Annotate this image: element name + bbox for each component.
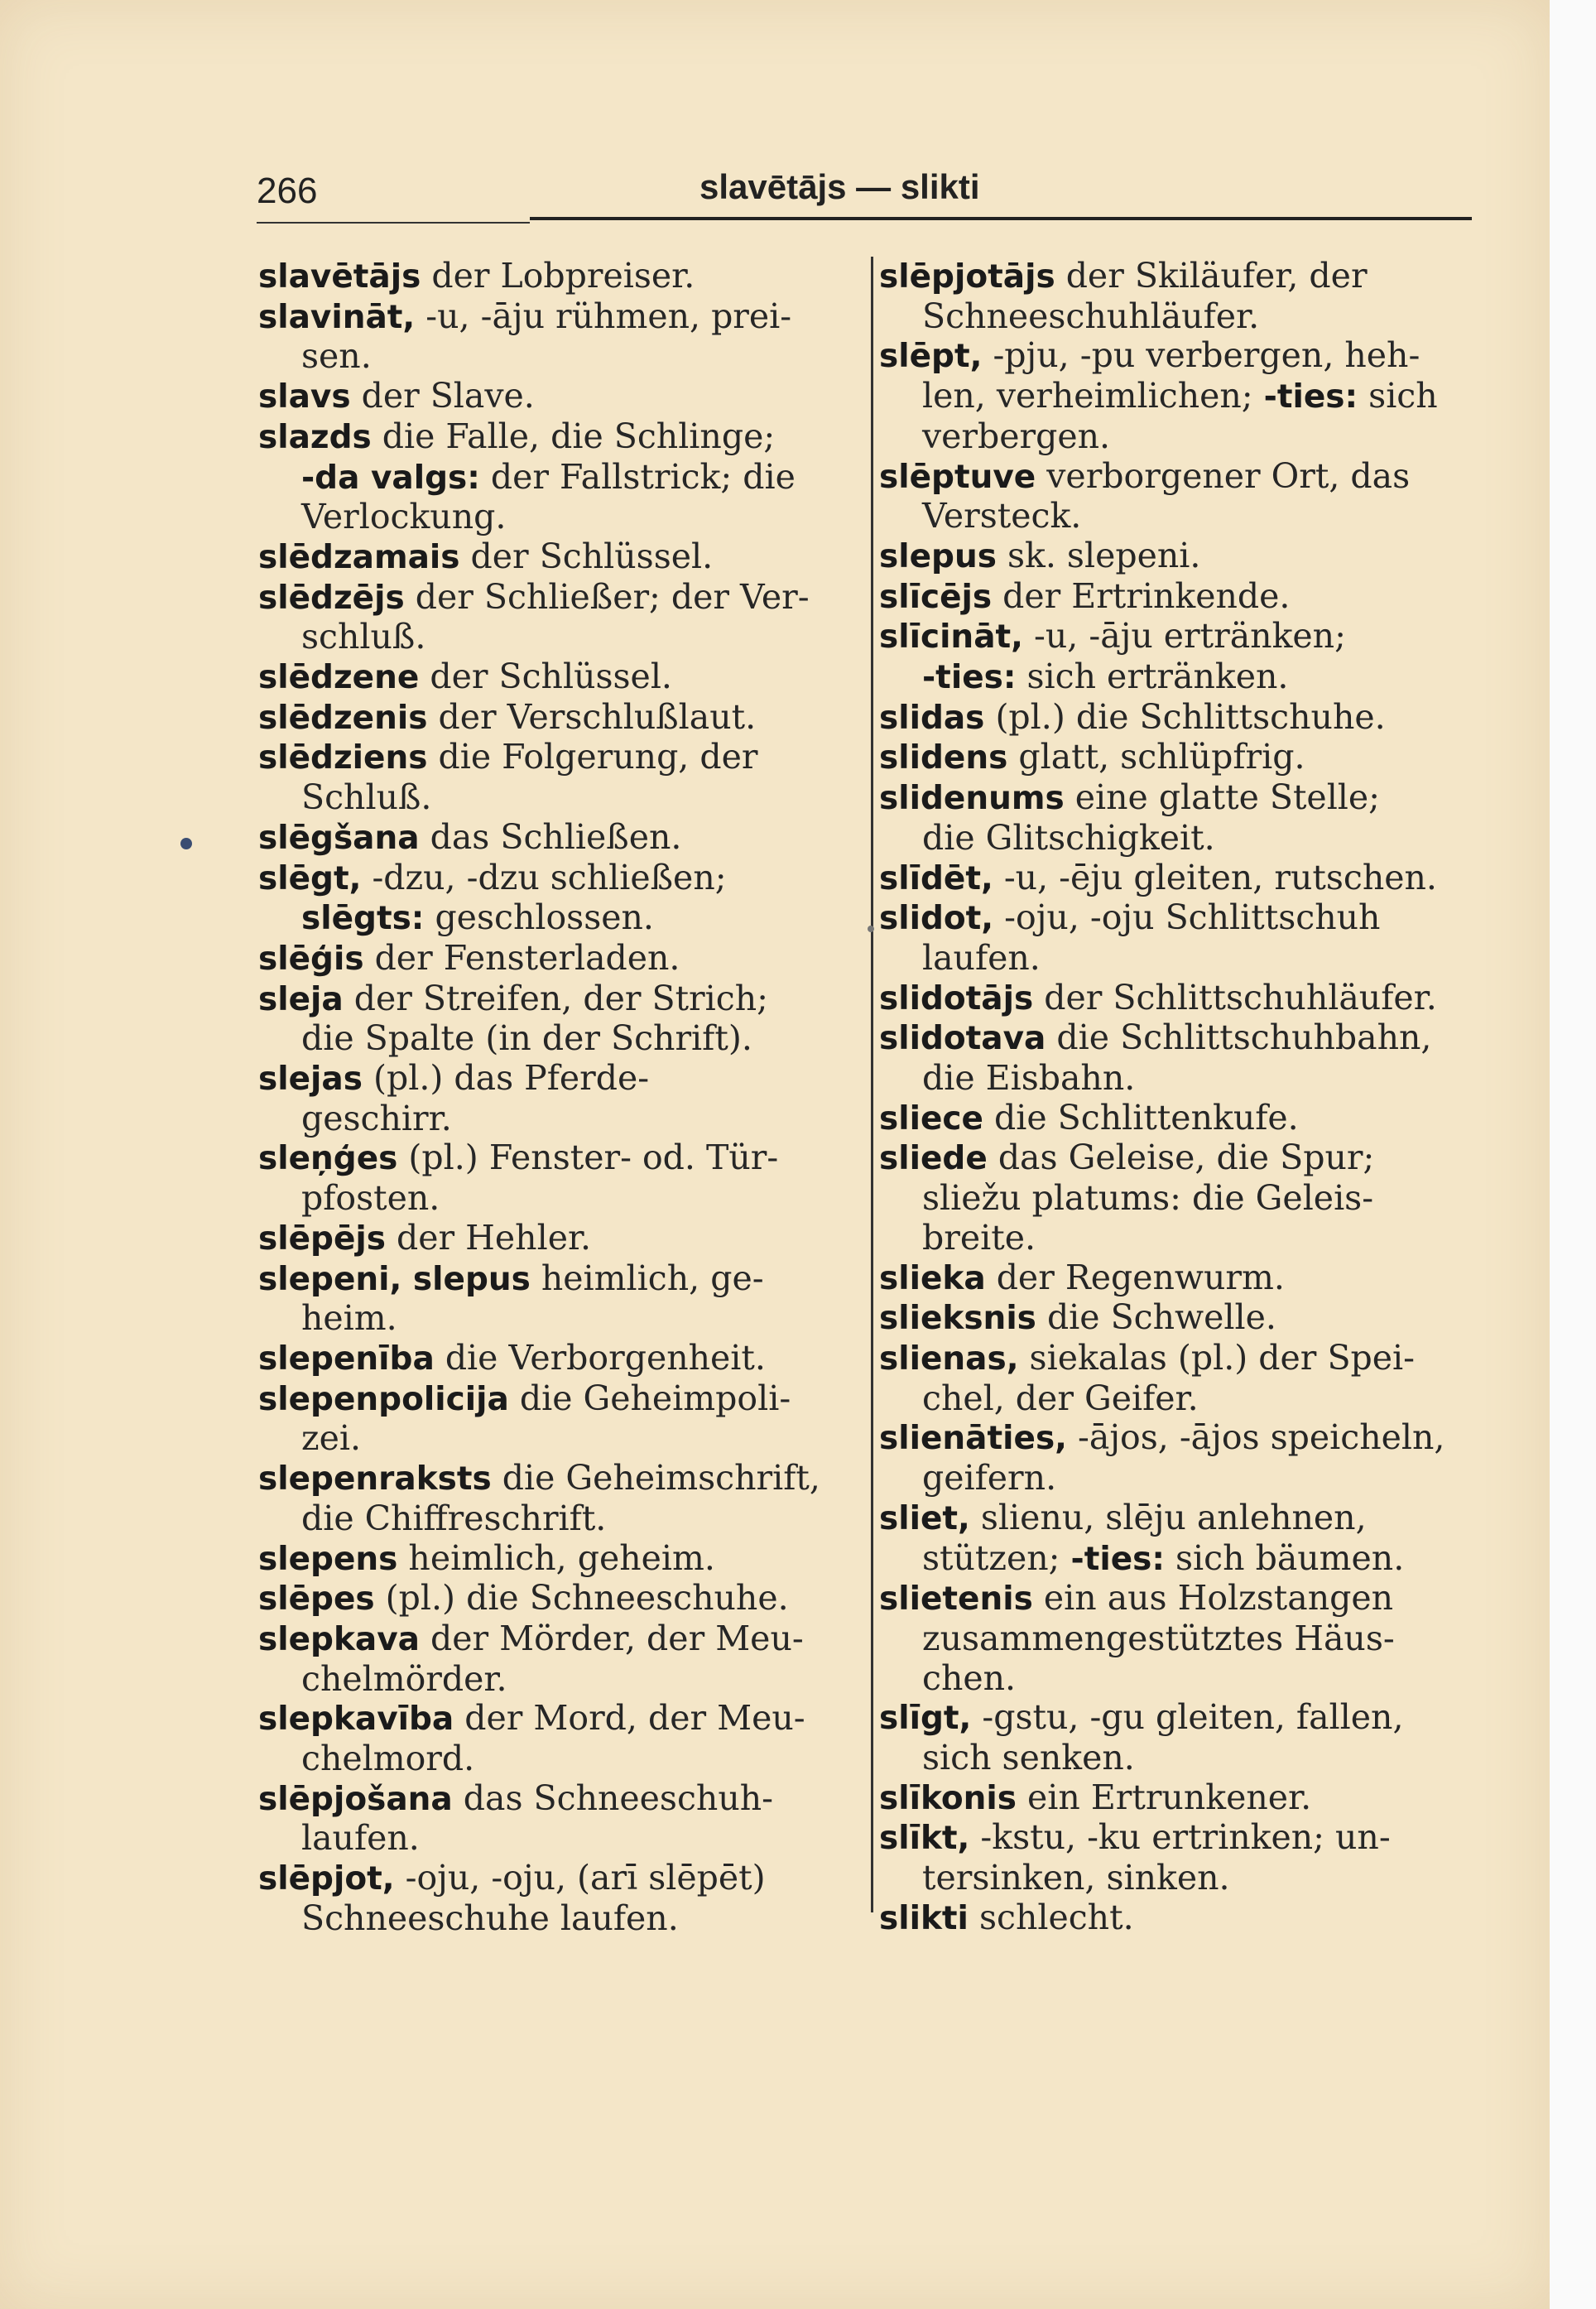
headword: sleja: [258, 980, 344, 1018]
entry-continuation: pfosten.: [301, 1178, 440, 1219]
left-column: [258, 257, 863, 1939]
headword: slīkt,: [879, 1820, 970, 1858]
dictionary-entry: [879, 979, 1483, 1019]
headword: slidenums: [879, 780, 1065, 818]
dictionary-entry: [258, 1059, 863, 1138]
ink-dot-mark: [180, 838, 192, 849]
dictionary-entry: [879, 778, 1483, 858]
dictionary-entry: [258, 257, 863, 297]
entry-continuation: chelmord.: [301, 1739, 475, 1779]
definition-text: der Streifen, der Strich;: [343, 978, 768, 1018]
headword: slikti: [879, 1899, 969, 1937]
headword: sliede: [879, 1140, 988, 1178]
dictionary-entry: [258, 698, 863, 738]
headword: slēgt,: [258, 859, 362, 897]
headword: slēpjošana: [258, 1780, 453, 1818]
scan-margin: [1550, 0, 1596, 2309]
entry-continuation: Verlockung.: [301, 497, 507, 537]
entry-continuation: geschirr.: [301, 1098, 452, 1138]
headword: slīcējs: [879, 578, 993, 616]
definition-text: das Schneeschuh-: [452, 1777, 773, 1818]
dictionary-entry: [879, 1258, 1483, 1299]
headword: slēdzamais: [258, 538, 460, 576]
definition-text: der Schlüssel.: [419, 657, 672, 697]
entry-continuation: zusammengestütztes Häus-: [922, 1618, 1395, 1658]
definition-text: der Fallstrick; die: [479, 456, 796, 497]
headword: slīcināt,: [879, 618, 1023, 657]
entry-continuation: zei.: [301, 1418, 362, 1459]
entry-continuation: geifern.: [922, 1458, 1057, 1498]
dictionary-entry: [879, 698, 1483, 738]
dictionary-entry: [258, 1219, 863, 1259]
definition-text: der Ertrinkende.: [992, 575, 1291, 616]
definition-text: -u, -āju rühmen, prei-: [415, 296, 792, 336]
headword: sleņģes: [258, 1140, 398, 1178]
headword: slēpes: [258, 1580, 375, 1619]
definition-text: die Falle, die Schlinge;: [371, 416, 776, 456]
entry-continuation: breite.: [922, 1217, 1036, 1258]
definition-text: ein aus Holzstangen: [1032, 1578, 1394, 1619]
dictionary-entry: [879, 1818, 1483, 1898]
definition-text: -kstu, -ku ertrinken; un-: [969, 1817, 1391, 1858]
definition-text: der Schlüssel.: [459, 536, 714, 576]
dictionary-entry: [258, 657, 863, 698]
entry-continuation: verbergen.: [922, 416, 1111, 456]
entry-continuation: sich senken.: [922, 1738, 1135, 1778]
entry-continuation: Schneeschuhläufer.: [922, 296, 1260, 336]
headword: -ties:: [1263, 378, 1358, 416]
dictionary-entry: [879, 336, 1483, 456]
definition-text: geschlossen.: [424, 897, 654, 938]
definition-text: eine glatte Stelle;: [1064, 777, 1380, 818]
entry-continuation: die Spalte (in der Schrift).: [301, 1018, 752, 1059]
definition-text: der Schließer; der Ver-: [404, 576, 810, 617]
headword: slienāties,: [879, 1420, 1067, 1458]
entry-continuation: [258, 898, 863, 939]
dictionary-entry: [879, 617, 1483, 697]
definition-text: verborgener Ort, das: [1036, 455, 1411, 496]
dictionary-entry: [258, 537, 863, 578]
dictionary-entry: [879, 859, 1483, 899]
definition-text: sich bäumen.: [1164, 1537, 1405, 1578]
headword: slēdzenis: [258, 699, 428, 737]
definition-text: glatt, schlüpfrig.: [1007, 737, 1305, 777]
dictionary-entry: [258, 417, 863, 537]
dictionary-entry: [258, 578, 863, 657]
header-rule-left: [257, 222, 530, 224]
entry-continuation: tersinken, sinken.: [922, 1858, 1230, 1898]
dictionary-entry: [879, 1298, 1483, 1339]
dictionary-entry: [258, 1619, 863, 1699]
definition-text: das Geleise, die Spur;: [987, 1138, 1375, 1178]
headword: slīkonis: [879, 1779, 1017, 1817]
definition-text: -gstu, -gu gleiten, fallen,: [971, 1697, 1404, 1738]
entry-continuation: die Glitschigkeit.: [922, 817, 1215, 858]
entry-continuation: [879, 657, 1483, 698]
dictionary-entry: [258, 939, 863, 979]
headword: slēdziens: [258, 739, 428, 777]
definition-text: der Skiläufer, der: [1055, 256, 1368, 296]
headword: slepenība: [258, 1340, 435, 1378]
dictionary-entry: [879, 457, 1483, 536]
headword: slēpt,: [879, 338, 983, 376]
right-column: [879, 257, 1483, 1939]
entry-continuation: chelmörder.: [301, 1658, 507, 1699]
definition-text: -dzu, -dzu schließen;: [361, 857, 727, 897]
definition-text: die Geheimschrift,: [491, 1458, 820, 1498]
definition-text: die Verborgenheit.: [434, 1337, 766, 1378]
ink-speck-mark: [868, 926, 874, 932]
definition-text: -ājos, -ājos speicheln,: [1066, 1417, 1445, 1458]
headword: slepkavība: [258, 1700, 454, 1739]
definition-text: slienu, slēju anlehnen,: [969, 1497, 1367, 1537]
headword: slienas,: [879, 1340, 1019, 1378]
headword: sliece: [879, 1099, 983, 1138]
dictionary-entry: [879, 1698, 1483, 1777]
entry-continuation: laufen.: [922, 937, 1041, 978]
definition-text: len, verheimlichen;: [922, 376, 1264, 416]
definition-text: -u, -ēju gleiten, rutschen.: [993, 857, 1437, 897]
headword: sliet,: [879, 1499, 970, 1537]
entry-continuation: [879, 377, 1483, 417]
headword: slēpjot,: [258, 1860, 395, 1898]
entry-continuation: [879, 1539, 1483, 1580]
headword: -ties:: [1070, 1540, 1165, 1578]
definition-text: -oju, -oju Schlittschuh: [993, 897, 1381, 938]
headword: slēdzene: [258, 659, 420, 697]
headword: slazds: [258, 418, 372, 456]
dictionary-entry: [879, 1138, 1483, 1258]
dictionary-entry: [258, 1339, 863, 1379]
headword: slidot,: [879, 900, 994, 938]
dictionary-entry: [258, 1379, 863, 1459]
definition-text: der Hehler.: [385, 1217, 592, 1258]
dictionary-entry: [879, 1018, 1483, 1098]
headword: slepeni, slepus: [258, 1260, 531, 1298]
header-rule-right: [530, 217, 1472, 220]
definition-text: der Regenwurm.: [985, 1257, 1285, 1297]
headword: slīdēt,: [879, 859, 993, 897]
dictionary-entry: [879, 577, 1483, 618]
headword: slīgt,: [879, 1700, 972, 1738]
headword: slepenraksts: [258, 1460, 492, 1498]
entry-continuation: sen.: [301, 336, 372, 377]
definition-text: sich: [1358, 376, 1438, 416]
definition-text: -pju, -pu verbergen, heh-: [982, 335, 1421, 376]
headword: slidotājs: [879, 979, 1034, 1017]
definition-text: schlecht.: [968, 1897, 1134, 1937]
definition-text: der Schlittschuhläufer.: [1033, 977, 1437, 1017]
definition-text: ein Ertrunkener.: [1016, 1777, 1312, 1817]
definition-text: der Lobpreiser.: [421, 256, 695, 296]
dictionary-entry: [258, 1579, 863, 1619]
dictionary-entry: [879, 1579, 1483, 1698]
entry-continuation: die Chiffreschrift.: [301, 1498, 607, 1538]
dictionary-entry: [258, 1459, 863, 1538]
headword: slieksnis: [879, 1300, 1036, 1338]
headword: slavs: [258, 378, 351, 416]
dictionary-entry: [258, 979, 863, 1059]
dictionary-entry: [879, 1778, 1483, 1819]
definition-text: (pl.) Fenster- od. Tür-: [397, 1138, 779, 1178]
headword: slēģis: [258, 940, 364, 978]
definition-text: die Schlittschuhbahn,: [1046, 1017, 1432, 1058]
headword: slieka: [879, 1259, 986, 1297]
headword: slepkava: [258, 1620, 420, 1658]
dictionary-entry: [879, 1898, 1483, 1939]
definition-text: sk. slepeni.: [996, 535, 1201, 575]
headword: slēpējs: [258, 1219, 386, 1258]
headword: slēptuve: [879, 458, 1036, 496]
headword: -ties:: [922, 659, 1017, 697]
definition-text: der Fensterladen.: [363, 937, 680, 978]
dictionary-entry: [258, 1859, 863, 1938]
dictionary-entry: [879, 536, 1483, 577]
dictionary-entry: [258, 738, 863, 817]
dictionary-entry: [258, 1138, 863, 1218]
dictionary-entry: [879, 1418, 1483, 1498]
page-number: 266: [257, 171, 318, 211]
definition-text: stützen;: [922, 1537, 1071, 1578]
entry-continuation: heim.: [301, 1298, 397, 1339]
headword: slejas: [258, 1061, 363, 1099]
entry-continuation: Schluß.: [301, 777, 432, 818]
definition-text: sich ertränken.: [1016, 657, 1289, 697]
headword: slidens: [879, 739, 1008, 777]
entry-continuation: Versteck.: [922, 496, 1082, 536]
dictionary-entry: [879, 257, 1483, 336]
entry-continuation: sliežu platums: die Geleis-: [922, 1178, 1374, 1219]
dictionary-entry: [258, 1539, 863, 1580]
entry-continuation: [258, 458, 863, 498]
headword: slietenis: [879, 1580, 1033, 1619]
definition-text: der Slave.: [350, 376, 535, 416]
definition-text: (pl.) die Schlittschuhe.: [984, 696, 1386, 737]
definition-text: der Verschlußlaut.: [427, 696, 757, 737]
definition-text: -oju, -oju, (arī slēpēt): [394, 1858, 766, 1898]
dictionary-entry: [258, 1699, 863, 1778]
dictionary-entry: [258, 297, 863, 377]
definition-text: (pl.) das Pferde-: [362, 1058, 650, 1099]
definition-text: (pl.) die Schneeschuhe.: [374, 1578, 789, 1619]
dictionary-entry: [258, 1259, 863, 1339]
headword: slidotava: [879, 1020, 1046, 1058]
definition-text: das Schließen.: [419, 816, 682, 857]
definition-text: die Folgerung, der: [427, 737, 758, 777]
definition-text: heimlich, ge-: [530, 1258, 764, 1298]
definition-text: der Mord, der Meu-: [454, 1698, 805, 1739]
dictionary-entry: [879, 898, 1483, 978]
headword: slēdzējs: [258, 579, 405, 617]
headword: slavētājs: [258, 258, 421, 296]
definition-text: der Mörder, der Meu-: [419, 1618, 804, 1658]
headword: slēgšana: [258, 819, 420, 857]
dictionary-entry: [258, 1779, 863, 1859]
dictionary-entry: [258, 818, 863, 859]
dictionary-entry: [879, 1498, 1483, 1579]
dictionary-entry: [258, 377, 863, 417]
definition-text: siekalas (pl.) der Spei-: [1018, 1337, 1416, 1378]
entry-continuation: Schneeschuhe laufen.: [301, 1898, 679, 1938]
definition-text: die Geheimpoli-: [508, 1378, 791, 1418]
headword: slepus: [879, 537, 997, 575]
entry-continuation: chel, der Geifer.: [922, 1378, 1199, 1418]
headword: slēpjotājs: [879, 258, 1055, 296]
headword: slavināt,: [258, 298, 416, 336]
dictionary-entry: [879, 1099, 1483, 1139]
entry-continuation: chen.: [922, 1657, 1017, 1698]
entry-continuation: die Eisbahn.: [922, 1058, 1136, 1099]
dictionary-entry: [879, 738, 1483, 778]
headword: slidas: [879, 699, 985, 737]
dictionary-entry: [879, 1339, 1483, 1418]
headword: slepens: [258, 1540, 398, 1578]
entry-continuation: schluß.: [301, 617, 426, 657]
dictionary-entry: [258, 859, 863, 939]
definition-text: -u, -āju ertränken;: [1022, 616, 1346, 657]
column-divider: [871, 257, 873, 1912]
definition-text: die Schlittenkufe.: [983, 1097, 1299, 1138]
headword: slēgts:: [301, 900, 425, 938]
definition-text: die Schwelle.: [1036, 1297, 1276, 1338]
definition-text: heimlich, geheim.: [397, 1537, 715, 1578]
running-header: slavētājs — slikti: [699, 167, 980, 206]
headword: -da valgs:: [301, 459, 480, 497]
headword: slepenpolicija: [258, 1380, 509, 1418]
entry-continuation: laufen.: [301, 1818, 420, 1859]
